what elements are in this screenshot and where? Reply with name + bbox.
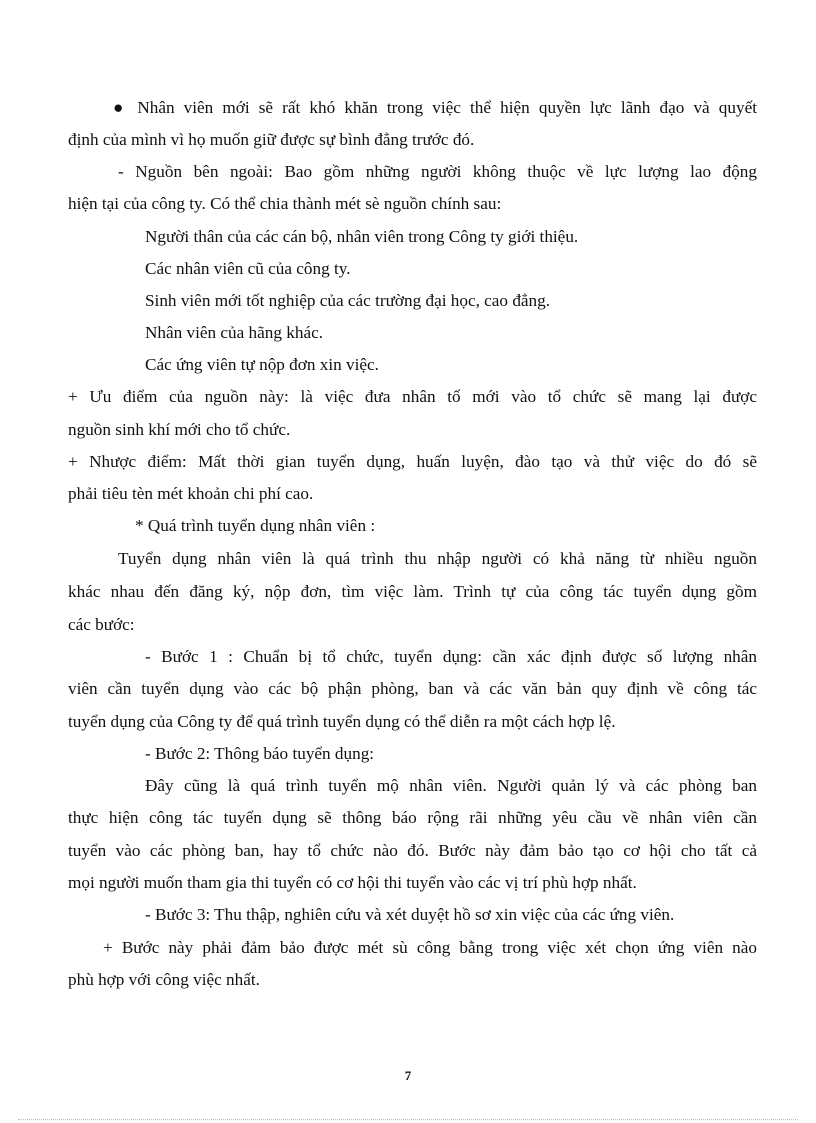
list-item: Nhân viên của hãng khác. bbox=[145, 323, 324, 342]
paragraph-line: Tuyển dụng nhân viên là quá trình thu nhập người có khả năng từ nhiều nguồn bbox=[118, 549, 757, 568]
step-heading: - Bước 3: Thu thập, nghiên cứu và xét duyệt hồ sơ xin việc của các ứng viên. bbox=[145, 905, 675, 924]
list-item: Các nhân viên cũ của công ty. bbox=[145, 259, 351, 278]
paragraph-line: mọi người muốn tham gia thi tuyển có cơ hội thi tuyển vào các vị trí phù hợp nhất. bbox=[68, 873, 637, 892]
paragraph-line: phải tiêu tèn mét khoản chi phí cao. bbox=[68, 484, 314, 503]
paragraph-line: phù hợp với công việc nhất. bbox=[68, 970, 260, 989]
paragraph-line: ● Nhân viên mới sẽ rất khó khăn trong việc thể hiện quyền lực lãnh đạo và quyết bbox=[113, 98, 757, 117]
paragraph-line: - Bước 1 : Chuẩn bị tổ chức, tuyển dụng: cần xác định được số lượng nhân bbox=[145, 647, 757, 666]
paragraph-line: + Ưu điểm của nguồn này: là việc đưa nhân tố mới vào tổ chức sẽ mang lại được bbox=[68, 387, 757, 406]
paragraph-line: + Bước này phải đảm bảo được mét sù công bằng trong việc xét chọn ứng viên nào bbox=[103, 938, 757, 957]
paragraph-line: tuyển dụng của Công ty để quá trình tuyển dụng có thể diễn ra một cách hợp lệ. bbox=[68, 712, 616, 731]
list-item: Sinh viên mới tốt nghiệp của các trường đại học, cao đẳng. bbox=[145, 291, 551, 310]
page-number: 7 bbox=[404, 1068, 412, 1083]
list-item: Người thân của các cán bộ, nhân viên trong Công ty giới thiệu. bbox=[145, 227, 579, 246]
paragraph-line: thực hiện công tác tuyển dụng sẽ thông báo rộng rãi những yêu cầu về nhân viên cần bbox=[68, 808, 757, 827]
list-item: Các ứng viên tự nộp đơn xin việc. bbox=[145, 355, 379, 374]
paragraph-line: Đây cũng là quá trình tuyển mộ nhân viên. Người quản lý và các phòng ban bbox=[145, 776, 757, 795]
paragraph-line: hiện tại của công ty. Có thể chia thành mét sè nguồn chính sau: bbox=[68, 194, 502, 213]
step-heading: - Bước 2: Thông báo tuyển dụng: bbox=[145, 744, 375, 763]
paragraph-line: viên cần tuyển dụng vào các bộ phận phòng, ban và các văn bản quy định về công tác bbox=[68, 679, 757, 698]
paragraph-line: khác nhau đến đăng ký, nộp đơn, tìm việc làm. Trình tự của công tác tuyển dụng gồm bbox=[68, 582, 757, 601]
paragraph-line: các bước: bbox=[68, 615, 135, 634]
section-heading: * Quá trình tuyển dụng nhân viên : bbox=[135, 516, 376, 535]
paragraph-line: nguồn sinh khí mới cho tổ chức. bbox=[68, 420, 291, 439]
paragraph-line: tuyển vào các phòng ban, hay tổ chức nào đó. Bước này đảm bảo tạo cơ hội cho tất cả bbox=[68, 841, 757, 860]
paragraph-line: - Nguồn bên ngoài: Bao gồm những người không thuộc về lực lượng lao động bbox=[118, 162, 757, 181]
paragraph-line: định của mình vì họ muốn giữ được sự bình đẳng trước đó. bbox=[68, 130, 475, 149]
footer-divider bbox=[18, 1119, 798, 1120]
paragraph-line: + Nhược điểm: Mất thời gian tuyển dụng, huấn luyện, đào tạo và thử việc do đó sẽ bbox=[68, 452, 757, 471]
